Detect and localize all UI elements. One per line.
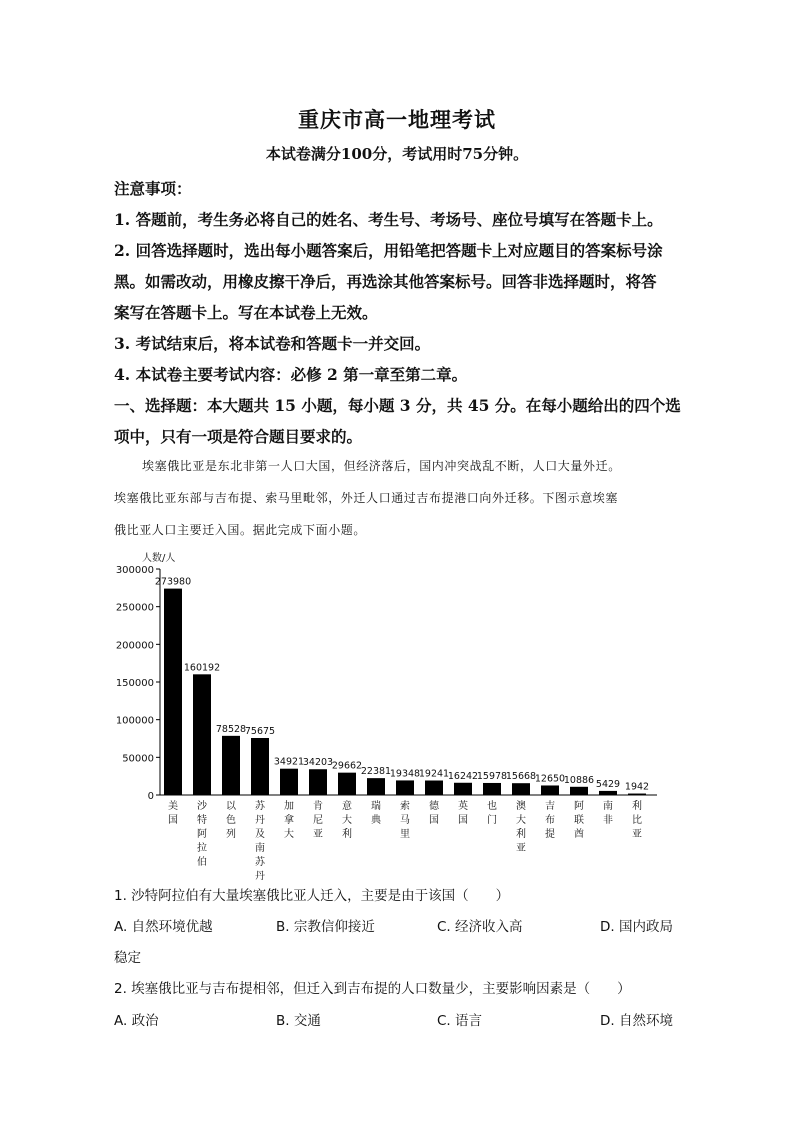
question-2-stem: 2. 埃塞俄比亚与吉布提相邻，但迁入到吉布提的人口数量少，主要影响因素是（ ） — [114, 981, 631, 997]
q1-option-c: C. 经济收入高 — [437, 919, 523, 935]
y-tick-label: 250000 — [115, 602, 154, 614]
category-label: 尼 — [313, 815, 323, 826]
data-label: 22381 — [360, 766, 392, 778]
category-label: 里 — [400, 829, 410, 840]
data-label: 34921 — [273, 756, 305, 768]
category-label: 美 — [168, 801, 178, 812]
q2-option-b: B. 交通 — [276, 1013, 321, 1029]
data-label: 273980 — [154, 576, 192, 588]
data-label: 15978 — [476, 770, 508, 782]
category-label: 南 — [603, 801, 613, 812]
data-label: 75675 — [244, 725, 276, 737]
category-label: 国 — [168, 815, 178, 826]
category-label: 丹 — [255, 815, 265, 826]
data-label: 160192 — [183, 662, 221, 674]
y-tick-label: 50000 — [122, 753, 154, 765]
bar-6 — [338, 773, 356, 795]
passage-line-3: 俄比亚人口主要迁入国。据此完成下面小题。 — [114, 523, 367, 537]
bar-15 — [599, 791, 617, 795]
bar-11 — [483, 783, 501, 795]
data-label: 12650 — [534, 773, 566, 785]
category-label: 吉 — [545, 801, 555, 812]
category-label: 伯 — [197, 857, 207, 868]
bar-8 — [396, 780, 414, 795]
category-label: 瑞 — [371, 801, 381, 812]
data-label: 5429 — [595, 778, 621, 790]
section-heading-a: 一、选择题：本大题共 15 小题，每小题 3 分，共 45 分。在每小题给出的四个选 — [114, 396, 681, 415]
bar-3 — [251, 738, 269, 795]
q2-option-a: A. 政治 — [114, 1013, 159, 1029]
bar-2 — [222, 736, 240, 795]
q1-option-b: B. 宗教信仰接近 — [276, 919, 375, 935]
bar-7 — [367, 778, 385, 795]
category-label: 阿 — [574, 801, 584, 812]
data-label: 29662 — [331, 760, 363, 772]
bar-13 — [541, 785, 559, 795]
bar-1 — [193, 674, 211, 795]
category-label: 意 — [342, 801, 352, 812]
y-tick-label: 200000 — [115, 640, 154, 652]
category-label: 大 — [342, 815, 352, 826]
data-label: 34203 — [302, 757, 334, 769]
category-label: 亚 — [632, 829, 642, 840]
category-label: 及 — [255, 829, 265, 840]
data-label: 1942 — [624, 781, 650, 793]
category-label: 苏 — [255, 857, 265, 868]
page-title: 重庆市高一地理考试 — [298, 107, 496, 132]
category-label: 特 — [197, 815, 207, 826]
bar-5 — [309, 769, 327, 795]
bar-9 — [425, 781, 443, 795]
category-label: 联 — [574, 815, 584, 826]
category-label: 沙 — [197, 801, 207, 812]
bar-10 — [454, 783, 472, 795]
category-label: 索 — [400, 801, 410, 812]
note-line-3: 3. 考试结束后，将本试卷和答题卡一并交回。 — [114, 334, 431, 353]
q2-option-d: D. 自然环境 — [600, 1013, 673, 1029]
category-label: 列 — [226, 829, 236, 840]
data-label: 19241 — [418, 768, 450, 780]
bar-0 — [164, 589, 182, 795]
category-label: 利 — [342, 829, 352, 840]
category-label: 门 — [487, 815, 497, 826]
category-label: 亚 — [516, 843, 526, 854]
passage-line-2: 埃塞俄比亚东部与吉布提、索马里毗邻，外迁人口通过吉布提港口向外迁移。下图示意埃塞 — [114, 491, 619, 505]
category-label: 丹 — [255, 871, 265, 882]
data-label: 16242 — [447, 770, 479, 782]
category-label: 马 — [400, 815, 410, 826]
category-label: 肯 — [313, 801, 323, 812]
category-label: 国 — [458, 815, 468, 826]
note-line-4: 4. 本试卷主要考试内容：必修 2 第一章至第二章。 — [114, 365, 468, 384]
category-label: 比 — [632, 815, 642, 826]
bar-4 — [280, 769, 298, 795]
section-heading-b: 项中，只有一项是符合题目要求的。 — [114, 427, 363, 446]
data-label: 78528 — [215, 723, 247, 735]
note-line-2b: 黑。如需改动，用橡皮擦干净后，再选涂其他答案标号。回答非选择题时，将答 — [114, 272, 657, 291]
category-label: 典 — [371, 815, 381, 826]
y-tick-label: 150000 — [115, 678, 154, 689]
data-label: 10886 — [563, 774, 595, 786]
notes-heading: 注意事项： — [114, 179, 192, 198]
category-label: 利 — [516, 829, 526, 840]
category-label: 亚 — [313, 829, 323, 840]
category-label: 澳 — [516, 801, 526, 812]
category-label: 英 — [458, 801, 468, 812]
q2-option-c: C. 语言 — [437, 1013, 483, 1029]
note-line-1: 1. 答题前，考生务必将自己的姓名、考生号、考场号、座位号填写在答题卡上。 — [114, 210, 663, 229]
q1-option-a: A. 自然环境优越 — [114, 919, 213, 935]
category-label: 大 — [284, 829, 294, 840]
category-label: 南 — [255, 843, 265, 854]
y-axis-label: 人数/人 — [142, 553, 176, 564]
note-line-2a: 2. 回答选择题时，选出每小题答案后，用铅笔把答题卡上对应题目的答案标号涂 — [114, 241, 663, 260]
category-label: 加 — [284, 801, 294, 812]
data-label: 19348 — [389, 768, 421, 780]
category-label: 国 — [429, 815, 439, 826]
material-passage — [114, 450, 684, 546]
y-tick-label: 300000 — [115, 565, 154, 576]
category-label: 提 — [545, 829, 555, 840]
category-label: 以 — [226, 801, 236, 812]
page-subtitle: 本试卷满分100分，考试用时75分钟。 — [265, 145, 529, 163]
category-label: 布 — [545, 815, 555, 826]
bar-16 — [628, 794, 646, 795]
category-label: 色 — [226, 815, 236, 826]
y-tick-label: 0 — [147, 791, 154, 802]
bar-12 — [512, 783, 530, 795]
category-label: 拿 — [284, 815, 294, 826]
note-line-2c: 案写在答题卡上。写在本试卷上无效。 — [114, 303, 378, 322]
category-label: 苏 — [255, 801, 265, 812]
bar-14 — [570, 787, 588, 795]
question-1-stem: 1. 沙特阿拉伯有大量埃塞俄比亚人迁入，主要是由于该国（ ） — [114, 888, 510, 904]
y-tick-label: 100000 — [115, 715, 154, 727]
category-label: 大 — [516, 815, 526, 826]
category-label: 非 — [603, 815, 613, 826]
passage-line-1: 埃塞俄比亚是东北非第一人口大国，但经济落后，国内冲突战乱不断，人口大量外迁。 — [142, 459, 621, 473]
category-label: 也 — [487, 801, 497, 812]
category-label: 拉 — [197, 843, 207, 854]
q1-option-d-cont: 稳定 — [114, 950, 141, 966]
exam-instructions — [114, 173, 694, 452]
category-label: 利 — [632, 801, 642, 812]
q1-option-d: D. 国内政局 — [600, 919, 673, 935]
category-label: 德 — [429, 801, 439, 812]
migration-bar-chart — [110, 545, 670, 882]
data-label: 15668 — [505, 771, 537, 783]
category-label: 阿 — [197, 829, 207, 840]
category-label: 酋 — [574, 829, 584, 840]
